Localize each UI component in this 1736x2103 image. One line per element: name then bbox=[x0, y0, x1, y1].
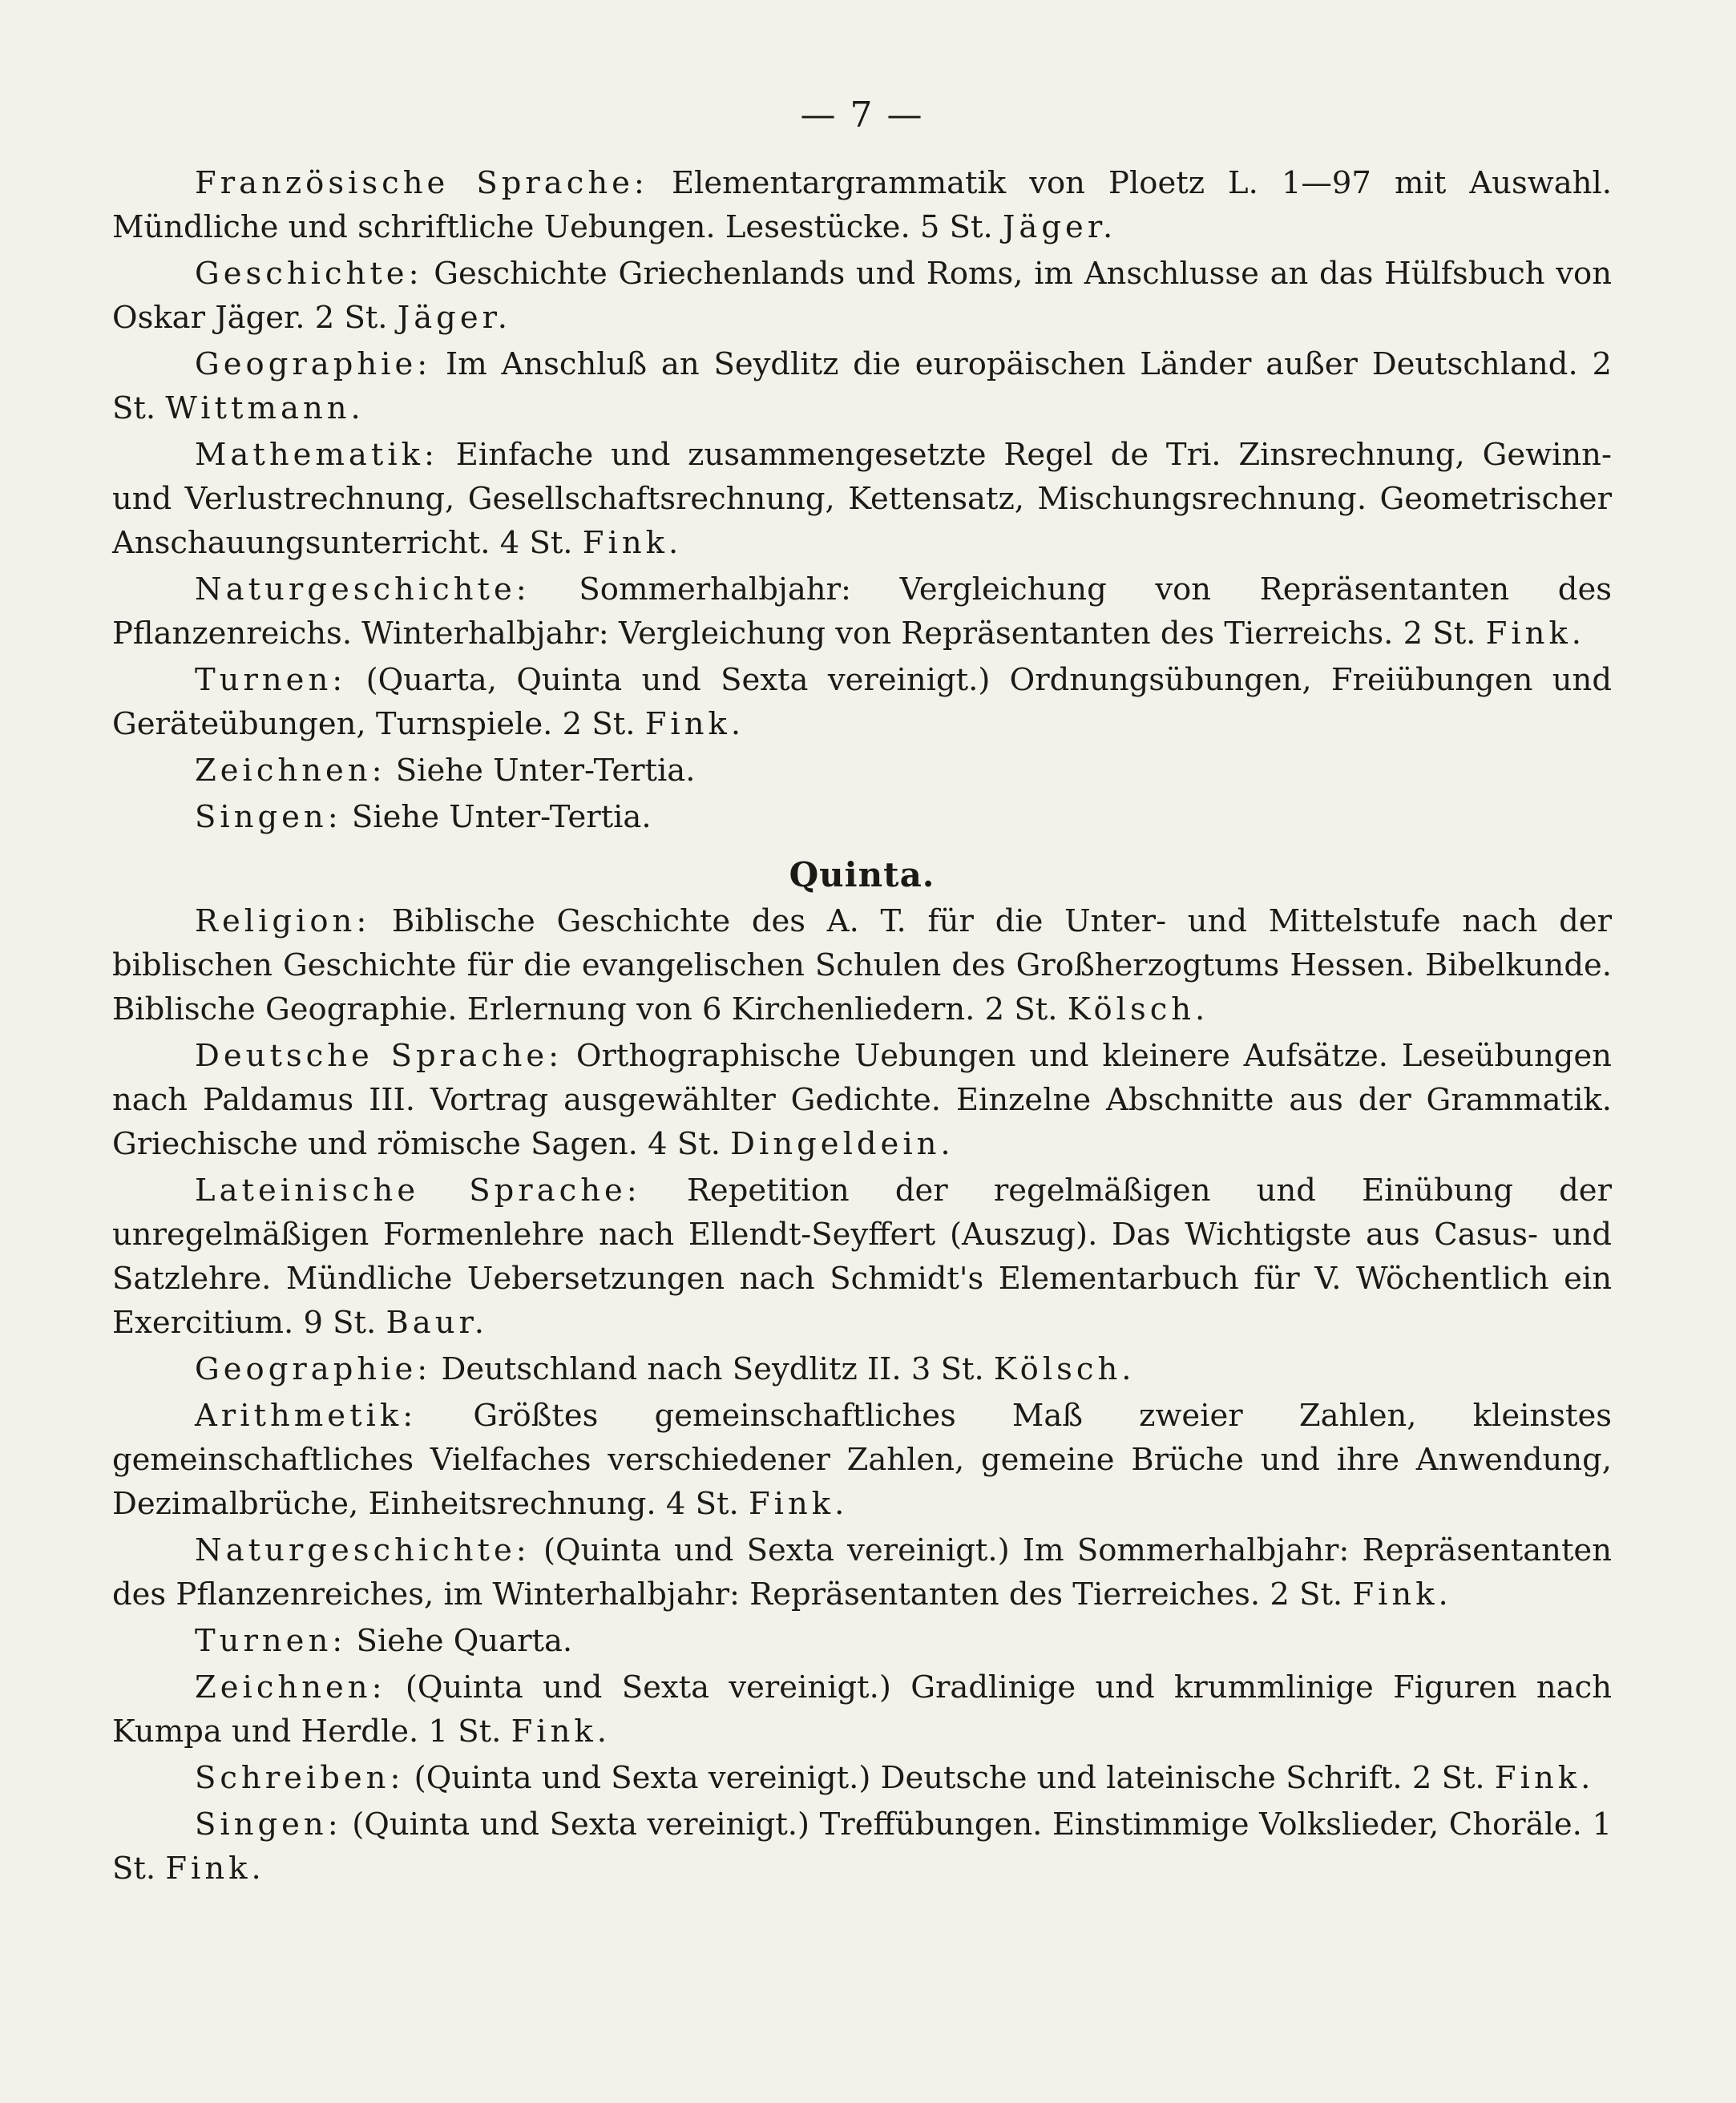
entry-text: (Quinta und Sexta vereinigt.) Deutsche und lateinische Schrift. 2 St. bbox=[404, 1760, 1495, 1796]
entry-singen bbox=[112, 1802, 1612, 1891]
teacher-name: Jäger. bbox=[1003, 209, 1117, 245]
entry-turnen bbox=[112, 1619, 1612, 1663]
subject-label: Geographie: bbox=[195, 346, 432, 382]
entry-text: Größtes gemeinschaftliches Maß zweier Zahlen, kleinstes gemeinschaftliches Vielfaches verschiedener Zahlen, gemeine Brüche und ihre Anwendung, Dezimalbrüche, Einheitsrechnung. 4 St. bbox=[112, 1398, 1612, 1522]
subject-label: Zeichnen: bbox=[195, 1669, 386, 1705]
subject-label: Deutsche Sprache: bbox=[195, 1038, 563, 1074]
page-number: — 7 — bbox=[800, 95, 924, 135]
teacher-name: Fink. bbox=[1352, 1576, 1452, 1613]
subject-label: Geographie: bbox=[195, 1351, 432, 1387]
teacher-name: Kölsch. bbox=[1067, 991, 1209, 1027]
entry-geographie bbox=[112, 1347, 1612, 1391]
teacher-name: Kölsch. bbox=[993, 1351, 1136, 1387]
entry-geographie bbox=[112, 342, 1612, 430]
entry-text: Elementargrammatik von Ploetz L. 1—97 mit Auswahl. Mündliche und schriftliche Uebungen. Lesestücke. 5 St. bbox=[112, 165, 1612, 245]
subject-label: Mathematik: bbox=[195, 437, 438, 473]
entry-text: Im Anschluß an Seydlitz die europäischen Länder außer Deutschland. 2 St. bbox=[112, 346, 1612, 426]
entry-text: (Quarta, Quinta und Sexta vereinigt.) Ordnungsübungen, Freiübungen und Geräteübungen, Turnspiele. 2 St. bbox=[112, 662, 1612, 742]
teacher-name: Fink. bbox=[1494, 1760, 1595, 1796]
quarta-section bbox=[112, 161, 1612, 839]
entry-deutsch bbox=[112, 1034, 1612, 1166]
subject-label: Singen: bbox=[195, 1806, 342, 1843]
teacher-name: Baur. bbox=[386, 1305, 488, 1341]
subject-label: Singen: bbox=[195, 799, 342, 835]
teacher-name: Fink. bbox=[582, 525, 683, 561]
teacher-name: Jäger. bbox=[397, 300, 512, 336]
entry-text: Deutschland nach Seydlitz II. 3 St. bbox=[431, 1351, 994, 1387]
subject-label: Naturgeschichte: bbox=[195, 571, 531, 607]
entry-mathematik bbox=[112, 433, 1612, 565]
entry-zeichnen bbox=[112, 749, 1612, 793]
subject-label: Zeichnen: bbox=[195, 753, 386, 789]
teacher-name: Fink. bbox=[748, 1486, 849, 1522]
subject-label: Turnen: bbox=[195, 662, 347, 698]
entry-text: Biblische Geschichte des A. T. für die Unter- und Mittelstufe nach der biblischen Geschichte für die evangelischen Schulen des Großherzogtums Hessen. Bibelkunde. Biblische Geographie. Erlernung von 6 Kirchenliedern. 2 St. bbox=[112, 903, 1612, 1027]
subject-label: Naturgeschichte: bbox=[195, 1532, 531, 1568]
entry-naturgeschichte bbox=[112, 1528, 1612, 1617]
entry-turnen bbox=[112, 658, 1612, 746]
entry-text: (Quinta und Sexta vereinigt.) Treffübungen. Einstimmige Volkslieder, Choräle. 1 St. bbox=[112, 1806, 1612, 1887]
section-heading-quinta: Quinta. bbox=[789, 855, 935, 894]
entry-text: Siehe Unter-Tertia. bbox=[341, 799, 652, 835]
teacher-name: Fink. bbox=[511, 1713, 611, 1750]
entry-arithmetik bbox=[112, 1394, 1612, 1526]
entry-latein bbox=[112, 1169, 1612, 1345]
entry-text: Geschichte Griechenlands und Roms, im Anschlusse an das Hülfsbuch von Oskar Jäger. 2 St. bbox=[112, 256, 1612, 336]
entry-text: (Quinta und Sexta vereinigt.) Im Sommerhalbjahr: Repräsentanten des Pflanzenreiches, im Winterhalbjahr: Repräsentanten des Tierreiches. 2 St. bbox=[112, 1532, 1612, 1613]
subject-label: Lateinische Sprache: bbox=[195, 1173, 641, 1209]
entry-naturgeschichte bbox=[112, 567, 1612, 656]
subject-label: Religion: bbox=[195, 903, 371, 939]
entry-text: Sommerhalbjahr: Vergleichung von Repräsentanten des Pflanzenreichs. Winterhalbjahr: Vergleichung von Repräsentanten des Tierreichs. 2 St. bbox=[112, 571, 1612, 652]
entry-schreiben bbox=[112, 1756, 1612, 1800]
teacher-name: Fink. bbox=[165, 1851, 265, 1887]
subject-label: Geschichte: bbox=[195, 256, 423, 292]
subject-label: Schreiben: bbox=[195, 1760, 405, 1796]
entry-text: Siehe Quarta. bbox=[346, 1623, 573, 1659]
entry-text: Einfache und zusammengesetzte Regel de Tri. Zinsrechnung, Gewinn- und Verlustrechnung, Gesellschaftsrechnung, Kettensatz, Mischungsrechnung. Geometrischer Anschauungsunterricht. 4 St. bbox=[112, 437, 1612, 561]
subject-label: Turnen: bbox=[195, 1623, 347, 1659]
quinta-section bbox=[112, 899, 1612, 1891]
teacher-name: Dingeldein. bbox=[730, 1126, 955, 1162]
subject-label: Arithmetik: bbox=[195, 1398, 418, 1434]
subject-label: Französische Sprache: bbox=[195, 165, 648, 201]
entry-text: Siehe Unter-Tertia. bbox=[386, 753, 696, 789]
entry-religion bbox=[112, 899, 1612, 1031]
entry-text: Orthographische Uebungen und kleinere Aufsätze. Leseübungen nach Paldamus III. Vortrag ausgewählter Gedichte. Einzelne Abschnitte aus der Grammatik. Griechische und römische Sagen. 4 St. bbox=[112, 1038, 1612, 1162]
entry-text: Repetition der regelmäßigen und Einübung der unregelmäßigen Formenlehre nach Ellendt-Seyffert (Auszug). Das Wichtigste aus Casus- und Satzlehre. Mündliche Uebersetzungen nach Schmidt's Elementarbuch für V. Wöchentlich ein Exercitium. 9 St. bbox=[112, 1173, 1612, 1341]
entry-text: (Quinta und Sexta vereinigt.) Gradlinige und krummlinige Figuren nach Kumpa und Herdle. 1 St. bbox=[112, 1669, 1612, 1750]
teacher-name: Fink. bbox=[644, 706, 745, 742]
entry-franzoesisch bbox=[112, 161, 1612, 249]
entry-geschichte bbox=[112, 252, 1612, 340]
entry-zeichnen bbox=[112, 1665, 1612, 1754]
entry-singen bbox=[112, 795, 1612, 839]
teacher-name: Wittmann. bbox=[165, 390, 365, 426]
teacher-name: Fink. bbox=[1485, 616, 1586, 652]
